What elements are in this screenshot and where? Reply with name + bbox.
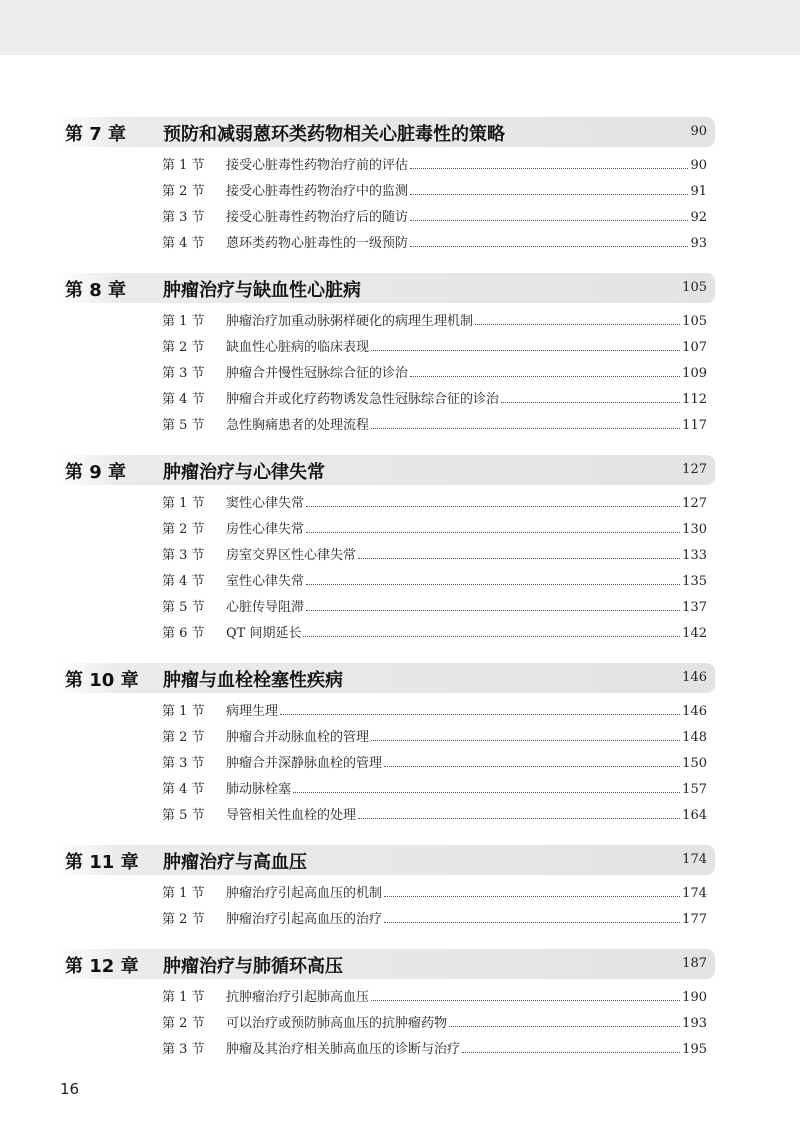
section-list (55, 147, 715, 261)
section-number: 第 1 节 (162, 158, 205, 173)
section-page-number: 90 (690, 158, 707, 173)
section-entry[interactable] (55, 751, 715, 777)
section-page-number: 133 (682, 548, 707, 563)
section-list (55, 485, 715, 651)
section-number: 第 2 节 (162, 340, 205, 355)
dot-leader (410, 245, 688, 247)
section-entry[interactable] (55, 309, 715, 335)
section-list (55, 693, 715, 833)
page-number: 16 (60, 1080, 80, 1098)
dot-leader (306, 531, 680, 533)
chapter-title: 肿瘤治疗与肺循环高压 (163, 956, 343, 977)
section-number: 第 5 节 (162, 808, 205, 823)
section-number: 第 1 节 (162, 496, 205, 511)
section-entry[interactable] (55, 881, 715, 907)
section-entry[interactable] (55, 907, 715, 933)
dot-leader (449, 1025, 680, 1027)
header-band (0, 0, 800, 55)
chapter-label: 第 10 章 (65, 670, 139, 691)
section-number: 第 1 节 (162, 990, 205, 1005)
section-page-number: 193 (682, 1016, 707, 1031)
chapter-title: 肿瘤与血栓栓塞性疾病 (163, 670, 343, 691)
dot-leader (371, 427, 680, 429)
section-entry[interactable] (55, 387, 715, 413)
dot-leader (303, 635, 680, 637)
section-title: 肿瘤合并深静脉血栓的管理 (226, 756, 383, 771)
section-number: 第 1 节 (162, 704, 205, 719)
section-title: 缺血性心脏病的临床表现 (226, 340, 370, 355)
section-page-number: 105 (682, 314, 707, 329)
section-number: 第 3 节 (162, 756, 205, 771)
section-number: 第 1 节 (162, 314, 205, 329)
section-title: 肿瘤及其治疗相关肺高血压的诊断与治疗 (226, 1042, 461, 1057)
dot-leader (371, 999, 680, 1001)
section-entry[interactable] (55, 491, 715, 517)
dot-leader (358, 817, 680, 819)
section-page-number: 150 (682, 756, 707, 771)
chapter-header[interactable] (55, 663, 715, 693)
section-title: 肿瘤合并动脉血栓的管理 (226, 730, 370, 745)
section-number: 第 1 节 (162, 886, 205, 901)
chapter-header[interactable] (55, 273, 715, 303)
dot-leader (410, 193, 688, 195)
section-number: 第 4 节 (162, 236, 205, 251)
dot-leader (475, 323, 680, 325)
chapter-page-number: 90 (690, 124, 707, 139)
dot-leader (410, 167, 688, 169)
section-title: 肿瘤合并慢性冠脉综合征的诊治 (226, 366, 409, 381)
chapter (55, 455, 715, 651)
section-page-number: 190 (682, 990, 707, 1005)
section-page-number: 174 (682, 886, 707, 901)
section-title: 接受心脏毒性药物治疗中的监测 (226, 184, 409, 199)
section-entry[interactable] (55, 699, 715, 725)
section-title: 房性心律失常 (226, 522, 305, 537)
section-title: 导管相关性血栓的处理 (226, 808, 357, 823)
section-number: 第 5 节 (162, 418, 205, 433)
dot-leader (306, 583, 680, 585)
dot-leader (371, 739, 680, 741)
section-number: 第 3 节 (162, 210, 205, 225)
chapter-page-number: 187 (682, 956, 707, 971)
section-number: 第 3 节 (162, 1042, 205, 1057)
section-page-number: 142 (682, 626, 707, 641)
section-entry[interactable] (55, 361, 715, 387)
chapter-header[interactable] (55, 455, 715, 485)
section-page-number: 109 (682, 366, 707, 381)
section-title: 可以治疗或预防肺高血压的抗肿瘤药物 (226, 1016, 448, 1031)
chapter-header[interactable] (55, 117, 715, 147)
chapter (55, 663, 715, 833)
section-title: 接受心脏毒性药物治疗前的评估 (226, 158, 409, 173)
section-entry[interactable] (55, 413, 715, 439)
section-entry[interactable] (55, 985, 715, 1011)
section-title: 急性胸痛患者的处理流程 (226, 418, 370, 433)
chapter (55, 117, 715, 261)
section-title: 房室交界区性心律失常 (226, 548, 357, 563)
section-number: 第 2 节 (162, 1016, 205, 1031)
dot-leader (306, 505, 680, 507)
section-entry[interactable] (55, 335, 715, 361)
chapter-page-number: 127 (682, 462, 707, 477)
section-page-number: 135 (682, 574, 707, 589)
section-title: 肿瘤治疗引起高血压的机制 (226, 886, 383, 901)
section-entry[interactable] (55, 179, 715, 205)
chapter-label: 第 11 章 (65, 852, 139, 873)
section-number: 第 5 节 (162, 600, 205, 615)
dot-leader (358, 557, 680, 559)
section-title: 病理生理 (226, 704, 279, 719)
dot-leader (280, 713, 680, 715)
section-page-number: 107 (682, 340, 707, 355)
section-entry[interactable] (55, 1037, 715, 1063)
section-entry[interactable] (55, 517, 715, 543)
chapter-header[interactable] (55, 949, 715, 979)
chapter-title: 肿瘤治疗与高血压 (163, 852, 307, 873)
section-entry[interactable] (55, 621, 715, 647)
section-entry[interactable] (55, 777, 715, 803)
section-entry[interactable] (55, 153, 715, 179)
section-page-number: 112 (682, 392, 707, 407)
section-page-number: 146 (682, 704, 707, 719)
section-number: 第 2 节 (162, 184, 205, 199)
dot-leader (293, 791, 680, 793)
chapter-label: 第 12 章 (65, 956, 139, 977)
section-page-number: 130 (682, 522, 707, 537)
section-title: QT 间期延长 (226, 626, 302, 641)
section-number: 第 2 节 (162, 522, 205, 537)
section-page-number: 137 (682, 600, 707, 615)
section-entry[interactable] (55, 725, 715, 751)
section-entry[interactable] (55, 543, 715, 569)
section-entry[interactable] (55, 1011, 715, 1037)
dot-leader (306, 609, 680, 611)
section-title: 室性心律失常 (226, 574, 305, 589)
chapter (55, 845, 715, 937)
section-title: 窦性心律失常 (226, 496, 305, 511)
section-page-number: 127 (682, 496, 707, 511)
section-title: 肿瘤合并或化疗药物诱发急性冠脉综合征的诊治 (226, 392, 500, 407)
chapter-title: 肿瘤治疗与心律失常 (163, 462, 325, 483)
section-entry[interactable] (55, 231, 715, 257)
section-entry[interactable] (55, 205, 715, 231)
section-title: 抗肿瘤治疗引起肺高血压 (226, 990, 370, 1005)
section-page-number: 195 (682, 1042, 707, 1057)
chapter (55, 949, 715, 1067)
section-entry[interactable] (55, 803, 715, 829)
table-of-contents (55, 117, 715, 1079)
section-number: 第 6 节 (162, 626, 205, 641)
chapter-page-number: 174 (682, 852, 707, 867)
dot-leader (410, 219, 688, 221)
section-title: 肿瘤治疗加重动脉粥样硬化的病理生理机制 (226, 314, 474, 329)
section-number: 第 3 节 (162, 548, 205, 563)
section-page-number: 148 (682, 730, 707, 745)
chapter-label: 第 8 章 (65, 280, 127, 301)
section-number: 第 2 节 (162, 730, 205, 745)
chapter-title: 预防和减弱蒽环类药物相关心脏毒性的策略 (163, 124, 505, 145)
section-list (55, 979, 715, 1067)
section-title: 蒽环类药物心脏毒性的一级预防 (226, 236, 409, 251)
chapter-label: 第 9 章 (65, 462, 127, 483)
dot-leader (410, 375, 680, 377)
section-title: 肺动脉栓塞 (226, 782, 292, 797)
section-page-number: 93 (690, 236, 707, 251)
section-title: 接受心脏毒性药物治疗后的随访 (226, 210, 409, 225)
dot-leader (384, 765, 680, 767)
section-page-number: 117 (682, 418, 707, 433)
section-list (55, 875, 715, 937)
chapter-header[interactable] (55, 845, 715, 875)
section-number: 第 2 节 (162, 912, 205, 927)
dot-leader (501, 401, 680, 403)
chapter-title: 肿瘤治疗与缺血性心脏病 (163, 280, 361, 301)
dot-leader (371, 349, 680, 351)
dot-leader (462, 1051, 680, 1053)
section-number: 第 4 节 (162, 574, 205, 589)
dot-leader (384, 921, 680, 923)
dot-leader (384, 895, 680, 897)
section-number: 第 4 节 (162, 392, 205, 407)
section-page-number: 157 (682, 782, 707, 797)
section-number: 第 3 节 (162, 366, 205, 381)
section-page-number: 91 (690, 184, 707, 199)
section-number: 第 4 节 (162, 782, 205, 797)
chapter-label: 第 7 章 (65, 124, 127, 145)
section-list (55, 303, 715, 443)
section-title: 肿瘤治疗引起高血压的治疗 (226, 912, 383, 927)
section-page-number: 177 (682, 912, 707, 927)
section-title: 心脏传导阻滞 (226, 600, 305, 615)
chapter (55, 273, 715, 443)
section-entry[interactable] (55, 569, 715, 595)
chapter-page-number: 146 (682, 670, 707, 685)
section-entry[interactable] (55, 595, 715, 621)
chapter-page-number: 105 (682, 280, 707, 295)
section-page-number: 92 (690, 210, 707, 225)
section-page-number: 164 (682, 808, 707, 823)
